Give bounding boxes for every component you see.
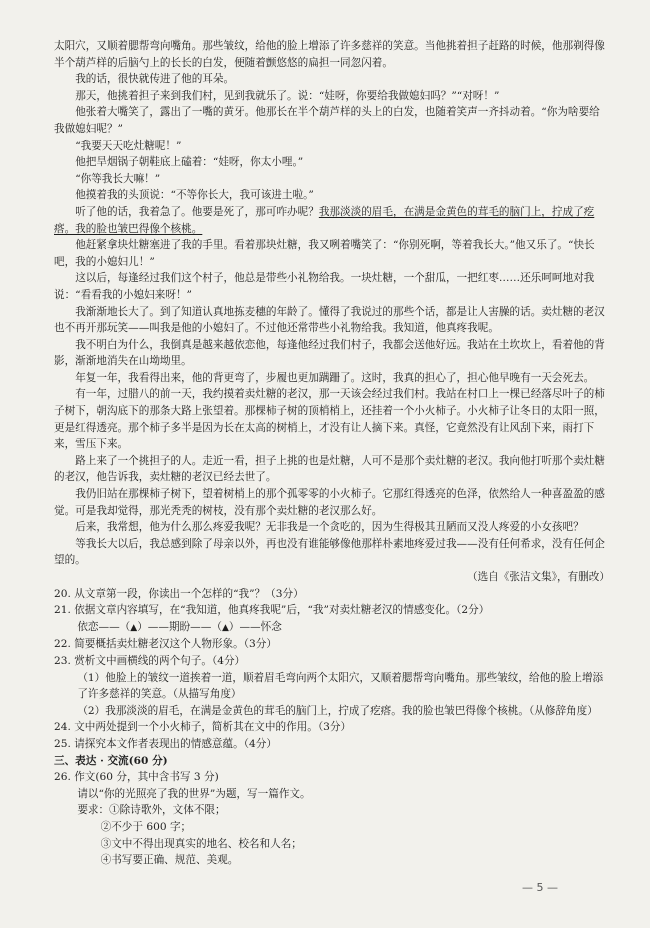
question-22: 22. 简要概括卖灶糖老汉这个人物形象。（3分）	[54, 638, 277, 651]
question-25: 25. 请探究本文作者表现出的情感意蕴。（4分）	[54, 737, 277, 750]
source-citation: （选自《张洁文集》，有删改）	[466, 571, 610, 583]
story-paragraph: 等我长大以后，我总感到除了母亲以外，再也没有谁能够像他那样朴素地疼爱过我——没有任何希求，没有任何企望的。	[54, 537, 605, 567]
story-text	[54, 38, 610, 586]
blank-triangle-icon: ▲	[130, 622, 138, 633]
story-paragraph: 他张着大嘴笑了，露出了一嘴的黄牙。他那长在半个葫芦样的头上的白发，也随着笑声一齐抖动着。“你为啥要给我做媳妇呢？”	[54, 106, 600, 135]
story-paragraph: 后来，我常想，他为什么那么疼爱我呢？无非我是一个贪吃的，因为生得极其丑陋而又没人疼爱的小女孩吧？	[75, 521, 584, 534]
story-paragraph: “我要天天吃灶糖呢！”	[75, 139, 182, 152]
story-paragraph: 我仍旧站在那棵柿子树下，望着树梢上的那个孤零零的小火柿子。它那红得透亮的色泽，依然给人一种喜盈盈的感觉。可是我却觉得，那光秃秃的树枝，没有那个卖灶糖的老汉那么好。	[54, 488, 605, 517]
section-3	[54, 753, 610, 869]
blank-triangle-icon: ▲	[221, 622, 229, 633]
story-paragraph: 那天，他挑着担子来到我们村，见到我就乐了。说：“娃呀，你要给我做媳妇吗？”“对呀！”	[75, 89, 500, 102]
question-26: 26. 作文(60 分，其中含书写 3 分)	[54, 771, 219, 784]
essay-requirement: ②不少于 600 字；	[100, 820, 192, 833]
essay-prompt: 请以“你的光照亮了我的世界”为题，写一篇作文。	[77, 787, 311, 800]
question-23: 23. 赏析文中画横线的两个句子。（4分）	[54, 654, 246, 667]
essay-requirement: ④书写要正确、规范、美观。	[100, 854, 239, 867]
story-paragraph: 有一年，过腊八的前一天，我约摸着卖灶糖的老汉，那一天该会经过我们村。我站在村口上一棵已经落尽叶子的柿子树下，朝沟底下的那条大路上张望着。那棵柿子树的顶梢梢上，还挂着一个小火柿子。小火柿子让冬日的太阳一照，更是红得透亮。那个柿子多半是因为长在太高的树梢上，才没有让人摘下来。真怪，它竟然没有让风刮下来，雨打下来，雪压下来。	[54, 388, 605, 451]
story-paragraph: 我不明白为什么，我倒真是越来越依恋他，每逢他经过我们村子，我都会送他好远。我站在土坎坎上，看着他的背影，渐渐地消失在山坳坳里。	[54, 338, 605, 368]
story-paragraph: “你等我长大嘛！”	[75, 172, 161, 185]
story-paragraph	[54, 204, 610, 237]
essay-requirement: ③文中不得出现真实的地名、校名和人名；	[100, 837, 302, 850]
question-21-blanks: 依恋——（▲）——期盼——（▲）——怀念	[77, 620, 282, 633]
underlined-sentence: 我那淡淡的眉毛，在满是金黄色的茸毛的脑门上，拧成了疙瘩。我的脸也皱巴得像个核桃。	[54, 205, 595, 235]
story-paragraph: 他把旱烟锅子朝鞋底上磕着：“娃呀，你太小哩。”	[75, 156, 304, 169]
story-paragraph: 我渐渐地长大了。到了知道认真地拣麦穗的年龄了。懂得了我说过的那些个话，都是让人害臊的话。卖灶糖的老汉也不再开那玩笑——叫我是他的小媳妇了。不过他还常带些小礼物给我。我知道，他真疼我呢。	[54, 305, 605, 335]
question-21: 21. 依据文章内容填写，在“我知道，他真疼我呢”后，“我”对卖灶糖老汉的情感变化。（2分）	[54, 604, 490, 617]
story-paragraph: 太阳穴，又顺着腮帮弯向嘴角。那些皱纹，给他的脸上增添了许多慈祥的笑意。当他挑着担子赶路的时候，他那剃得像半个葫芦样的后脑勺上的长长的白发，便随着颤悠悠的扁担一同忽闪着。	[54, 40, 605, 69]
question-23-part-1: （1）他脸上的皱纹一道挨着一道，顺着眉毛弯向两个太阳穴，又顺着腮帮弯向嘴角。那些皱纹，给他的脸上增添了许多慈祥的笑意。（从描写角度）	[77, 671, 604, 701]
essay-requirement: 要求：①除诗歌外，文体不限；	[77, 804, 226, 817]
questions	[54, 586, 610, 753]
story-paragraph: 他摸着我的头顶说：“不等你长大，我可该进土啦。”	[75, 189, 314, 202]
question-20: 20. 从文章第一段，你读出一个怎样的“我”？（3分）	[54, 587, 304, 600]
story-paragraph: 他赶紧拿块灶糖塞进了我的手里。看着那块灶糖，我又咧着嘴笑了：“你别死啊，等着我长大。”他又乐了。“快长吧，我的小媳妇儿！”	[54, 239, 595, 268]
story-paragraph: 年复一年，我看得出来，他的背更弯了，步履也更加蹒跚了。这时，我真的担心了，担心他早晚有一天会死去。	[75, 371, 595, 384]
question-24: 24. 文中两处提到一个小火柿子，简析其在文中的作用。（3分）	[54, 721, 352, 734]
question-23-part-2: （2）我那淡淡的眉毛，在满是金黄色的茸毛的脑门上，拧成了疙瘩。我的脸也皱巴得像个核桃。（从修辞角度）	[77, 704, 598, 717]
story-paragraph: 我的话，很快就传进了他的耳朵。	[75, 73, 235, 86]
story-paragraph: 路上来了一个挑担子的人。走近一看，担子上挑的也是灶糖，人可不是那个卖灶糖的老汉。我向他打听那个卖灶糖的老汉，他告诉我，卖灶糖的老汉已经去世了。	[54, 454, 605, 484]
story-sentence: 听了他的话，我着急了。他要是死了，那可咋办呢？	[75, 205, 319, 218]
story-paragraph: 这以后，每逢经过我们这个村子，他总是带些小礼物给我。一块灶糖，一个甜瓜，一把红枣……还乐呵呵地对我说：“看看我的小媳妇来呀！”	[54, 272, 595, 301]
page-number: — 5 —	[522, 881, 558, 894]
section-heading: 三、表达 · 交流(60 分)	[54, 754, 168, 767]
